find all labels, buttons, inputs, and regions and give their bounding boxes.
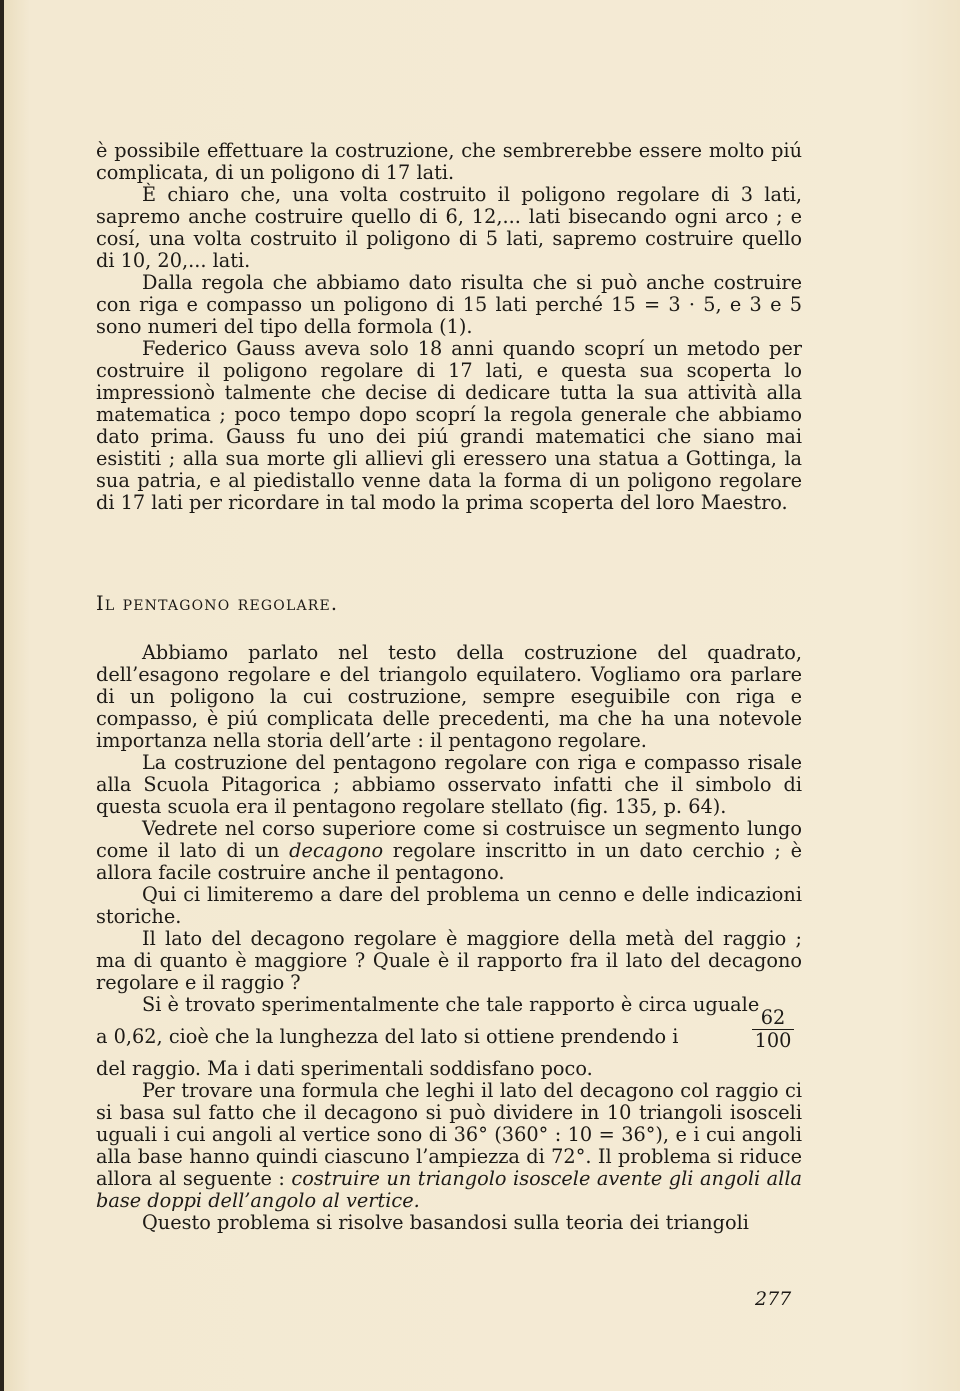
page-number: 277 (755, 1288, 792, 1310)
paragraph: È chiaro che, una volta costruito il poligono regolare di 3 lati, sapremo anche costruire quello di 6, 12,... lati bisecando ogni arco ; e cosí, una volta costruito il poligono di 5 lati, sapremo costruire quello di 10, 20,... lati. (96, 183, 802, 272)
paragraph: Dalla regola che abbiamo dato risulta che si può anche costruire con riga e compasso un poligono di 15 lati perché 15 = 3 · 5, e 3 e 5 sono numeri del tipo della formola (1). (96, 271, 802, 338)
paragraph: Qui ci limiteremo a dare del problema un cenno e delle indicazioni storiche. (96, 883, 802, 928)
fraction-lead-text: a 0,62, cioè che la lunghezza del lato si ottiene prendendo i (96, 1025, 679, 1048)
fraction-numerator: 62 (752, 1008, 794, 1030)
binding-edge (0, 0, 4, 1391)
paragraph: del raggio. Ma i dati sperimentali soddisfano poco. (96, 1057, 593, 1080)
paragraph: Il lato del decagono regolare è maggiore della metà del raggio ; ma di quanto è maggiore ? Quale è il rapporto fra il lato del decagono regolare e il raggio ? (96, 927, 802, 994)
italic-term: decagono (289, 839, 384, 862)
paragraph: Questo problema si risolve basandosi sulla teoria dei triangoli (142, 1211, 749, 1234)
text-run: Per trovare una formula che leghi il lato del decagono col raggio ci si basa sul fatto che il decagono si può dividere in 10 triangoli isosceli uguali i cui angoli al vertice sono di 36° (360° : 10 = 36°), e i cui angoli alla base hanno quindi ciascuno l’ampiezza di 72°. Il problema si riduce allora al seguente : (96, 1079, 802, 1190)
paragraph: Federico Gauss aveva solo 18 anni quando scoprí un metodo per costruire il poligono regolare di 17 lati, e questa sua scoperta lo impressionò talmente che decise di dedicare tutta la sua attività alla matematica ; poco tempo dopo scoprí la regola generale che abbiamo dato prima. Gauss fu uno dei piú grandi matematici che siano mai esistiti ; alla sua morte gli allievi gli eressero una statua a Gottinga, la sua patria, e al piedistallo venne data la forma di un poligono regolare di 17 lati per ricordare in tal modo la prima scoperta del loro Maestro. (96, 337, 802, 514)
fraction-line (96, 1006, 802, 1058)
paragraph: Si è trovato sperimentalmente che tale rapporto è circa uguale (142, 993, 760, 1016)
section-heading: Il pentagono regolare. (96, 592, 339, 615)
paragraph: è possibile effettuare la costruzione, che sembrerebbe essere molto piú complicata, di un poligono di 17 lati. (96, 139, 802, 184)
paragraph (96, 818, 802, 884)
top-text-block (96, 140, 802, 514)
text-run: Vedrete nel corso superiore come si costruisce un segmento lungo come il lato di un (96, 817, 802, 862)
fraction (752, 1008, 794, 1051)
italic-statement: costruire un triangolo isoscele avente gli angoli alla base doppi dell’angolo al vertice. (96, 1167, 802, 1212)
paragraph: Abbiamo parlato nel testo della costruzione del quadrato, dell’esagono regolare e del triangolo equilatero. Vogliamo ora parlare di un poligono la cui costruzione, sempre eseguibile con riga e compasso, è piú complicata delle precedenti, ma che ha una notevole importanza nella storia dell’arte : il pentagono regolare. (96, 641, 802, 752)
text-run: regolare inscritto in un dato cerchio ; è allora facile costruire anche il pentagono. (96, 839, 802, 884)
paragraph: La costruzione del pentagono regolare con riga e compasso risale alla Scuola Pitagorica ; abbiamo osservato infatti che il simbolo di questa scuola era il pentagono regolare stellato (fig. 135, p. 64). (96, 751, 802, 818)
fraction-denominator: 100 (754, 1029, 792, 1052)
paragraph (96, 1080, 802, 1212)
bottom-text-block (96, 642, 802, 1234)
